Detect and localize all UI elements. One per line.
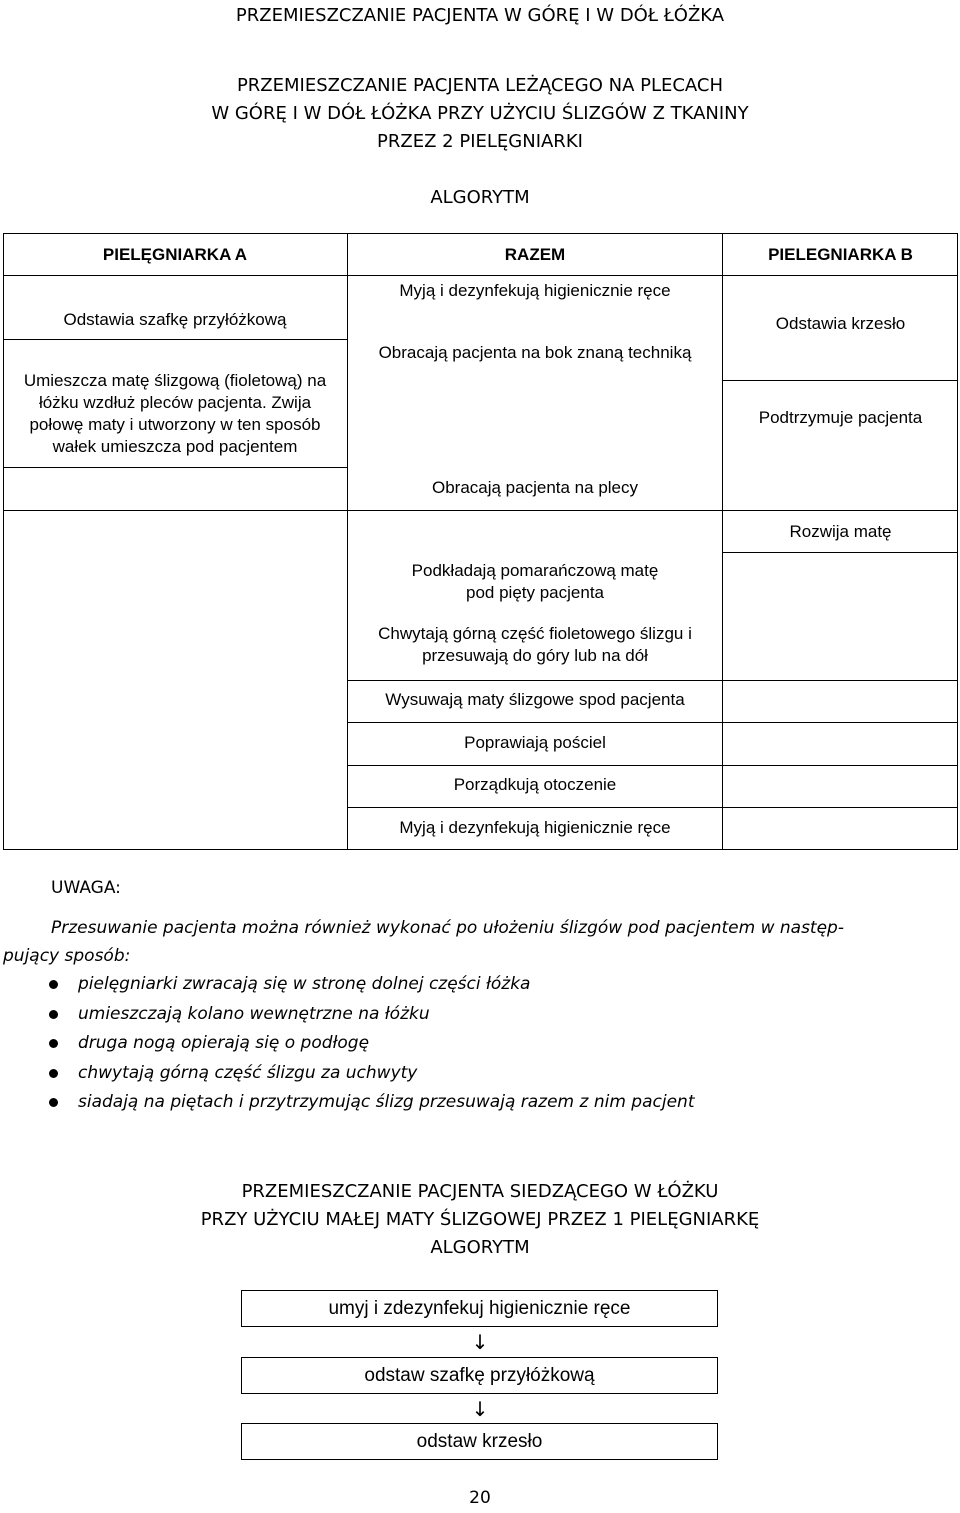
note-bullet-list [45, 970, 945, 1118]
step-box-3: odstaw krzesło [241, 1423, 718, 1460]
bullet-icon [49, 1069, 58, 1078]
down-arrow-icon: ↓ [471, 1330, 489, 1354]
bullet-icon [49, 1010, 58, 1019]
nurse-b-step-2: Podtrzymuje pacjenta [758, 408, 923, 427]
section2-title-line1: PRZEMIESZCZANIE PACJENTA SIEDZĄCEGO W ŁÓŻKU [241, 1181, 719, 1202]
note-text-line2: pujący sposób: [3, 946, 131, 966]
section1-algorithm-label: ALGORYTM [430, 187, 530, 208]
together-step-1: Myją i dezynfekują higienicznie ręce [399, 281, 671, 300]
step-box-2: odstaw szafkę przyłóżkową [241, 1357, 718, 1394]
header-nurse-a: PIELĘGNIARKA A [102, 244, 248, 264]
list-item: chwytają górną część ślizgu za uchwyty [45, 1059, 945, 1089]
together-step-8: Porządkują otoczenie [453, 775, 617, 794]
section2-title-line2: PRZY UŻYCIU MAŁEJ MATY ŚLIZGOWEJ PRZEZ 1 PIELĘGNIARKĘ [200, 1209, 760, 1230]
nurse-a-step-1: Odstawia szafkę przyłóżkową [63, 310, 287, 329]
together-step-4: Podkładają pomarańczową matę pod pięty pacjenta [411, 561, 659, 602]
section1-title-line2: W GÓRĘ I W DÓŁ ŁÓŻKA PRZY UŻYCIU ŚLIZGÓW Z TKANINY [211, 103, 749, 124]
list-item: siadają na piętach i przytrzymując ślizg przesuwają razem z nim pacjent [45, 1088, 945, 1118]
main-title: PRZEMIESZCZANIE PACJENTA W GÓRĘ I W DÓŁ ŁÓŻKA [235, 5, 725, 26]
together-step-7: Poprawiają pościel [464, 733, 606, 752]
section2-algorithm-label: ALGORYTM [430, 1237, 530, 1258]
section1-title-line1: PRZEMIESZCZANIE PACJENTA LEŻĄCEGO NA PLECACH [236, 75, 724, 96]
list-item: druga nogą opierają się o podłogę [45, 1029, 945, 1059]
header-nurse-b: PIELEGNIARKA B [768, 244, 913, 264]
together-step-9: Myją i dezynfekują higienicznie ręce [399, 818, 671, 837]
list-item: umieszczają kolano wewnętrzne na łóżku [45, 1000, 945, 1030]
bullet-icon [49, 1039, 58, 1048]
step-box-1: umyj i zdezynfekuj higienicznie ręce [241, 1290, 718, 1327]
nurse-b-step-1: Odstawia krzesło [775, 314, 906, 333]
note-text-line1: Przesuwanie pacjenta można również wykonać po ułożeniu ślizgów pod pacjentem w następ- [51, 918, 844, 938]
nurse-a-step-2: Umieszcza matę ślizgową (fioletową) na łóżku wzdłuż pleców pacjenta. Zwija połowę maty i utworzony w ten sposób wałek umieszcza pod pacjentem [23, 371, 327, 456]
together-step-6: Wysuwają maty ślizgowe spod pacjenta [385, 690, 685, 709]
bullet-icon [49, 1098, 58, 1107]
algorithm-table [3, 233, 958, 850]
page-number: 20 [469, 1488, 491, 1508]
section1-title-line3: PRZEZ 2 PIELĘGNIARKI [377, 131, 583, 152]
bullet-icon [49, 980, 58, 989]
header-together: RAZEM [504, 244, 566, 264]
together-step-5: Chwytają górną część fioletowego ślizgu i przesuwają do góry lub na dół [378, 624, 692, 665]
list-item: pielęgniarki zwracają się w stronę dolnej części łóżka [45, 970, 945, 1000]
together-step-2: Obracają pacjenta na bok znaną techniką [378, 343, 692, 362]
down-arrow-icon: ↓ [471, 1397, 489, 1421]
note-title: UWAGA: [51, 878, 121, 898]
together-step-3: Obracają pacjenta na plecy [431, 478, 639, 497]
nurse-b-step-3: Rozwija matę [789, 522, 892, 541]
